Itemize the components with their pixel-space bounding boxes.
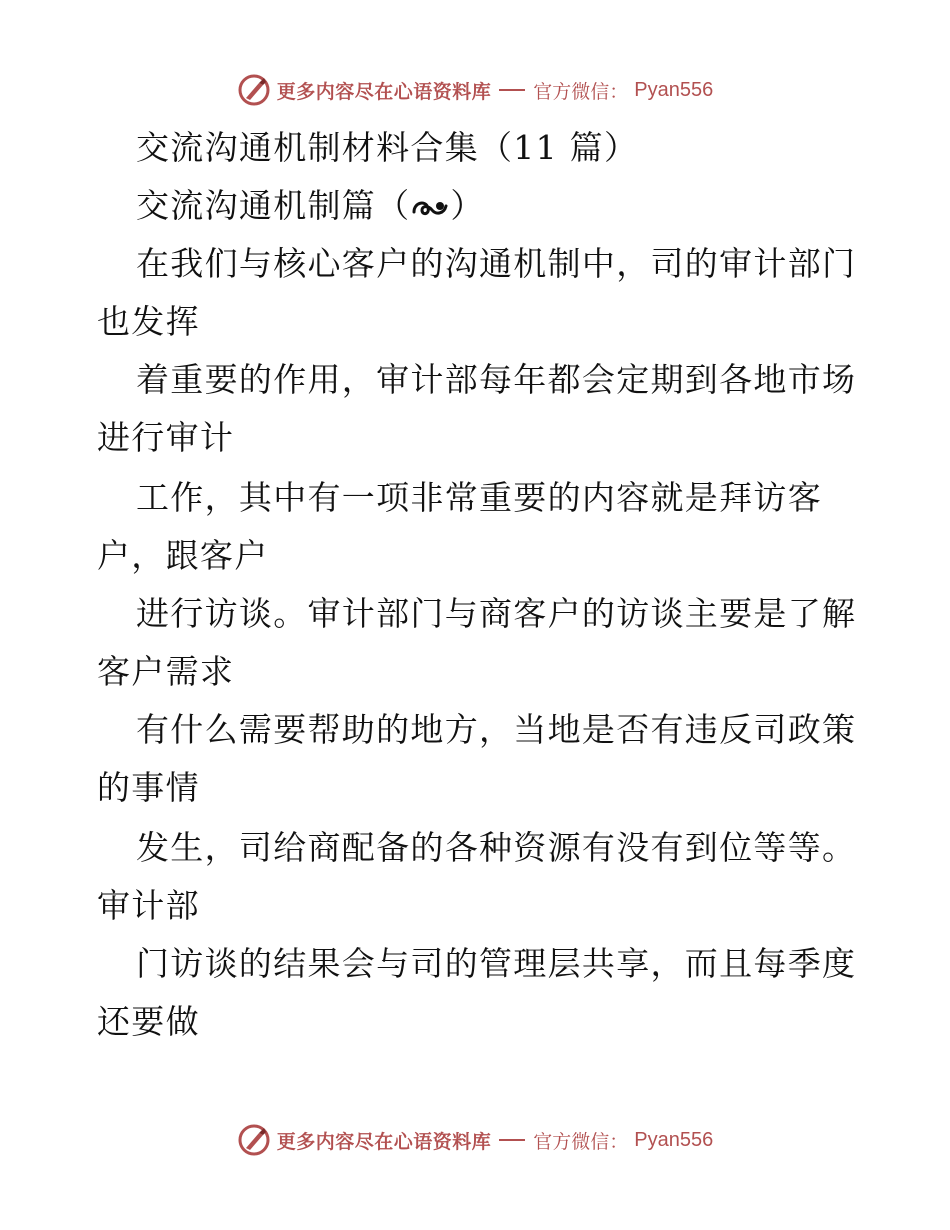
header-watermark-banner [0, 70, 950, 110]
body-line: 在我们与核心客户的沟通机制中，司的审计部门 [136, 244, 857, 283]
document-title: 交流沟通机制材料合集（11 篇） [136, 128, 639, 167]
body-line: 客户需求 [97, 652, 235, 691]
section-heading [136, 186, 485, 226]
body-line: 工作，其中有一项非常重要的内容就是拜访客 [136, 478, 822, 517]
body-line: 审计部 [97, 886, 200, 925]
banner-library-text: 更多内容尽在心语资料库 [276, 1130, 492, 1153]
body-line: 进行审计 [97, 418, 235, 457]
banner-dash [499, 89, 525, 91]
banner-library-text: 更多内容尽在心语资料库 [276, 80, 492, 103]
body-line: 发生，司给商配备的各种资源有没有到位等等。 [136, 828, 857, 867]
swirl-ornament-icon [410, 194, 450, 222]
body-line: 着重要的作用，审计部每年都会定期到各地市场 [136, 360, 857, 399]
section-heading-close: ） [450, 186, 485, 225]
body-line: 进行访谈。审计部门与商客户的访谈主要是了解 [136, 594, 857, 633]
body-line: 也发挥 [97, 302, 200, 341]
body-line: 还要做 [97, 1002, 200, 1041]
banner-wechat-label: 官方微信： [533, 1130, 629, 1153]
footer-watermark-banner [0, 1120, 950, 1160]
body-line: 户，跟客户 [97, 536, 269, 575]
banner-wechat-id: Pyan556 [634, 78, 714, 101]
banner-dash [499, 1139, 525, 1141]
body-line: 的事情 [97, 768, 200, 807]
section-heading-text: 交流沟通机制篇（ [136, 186, 411, 225]
pen-logo-icon [237, 73, 271, 107]
body-line: 有什么需要帮助的地方，当地是否有违反司政策 [136, 710, 857, 749]
banner-wechat-label: 官方微信： [533, 80, 629, 103]
banner-wechat-id: Pyan556 [634, 1128, 714, 1151]
body-line: 门访谈的结果会与司的管理层共享，而且每季度 [136, 944, 857, 983]
pen-logo-icon [237, 1123, 271, 1157]
